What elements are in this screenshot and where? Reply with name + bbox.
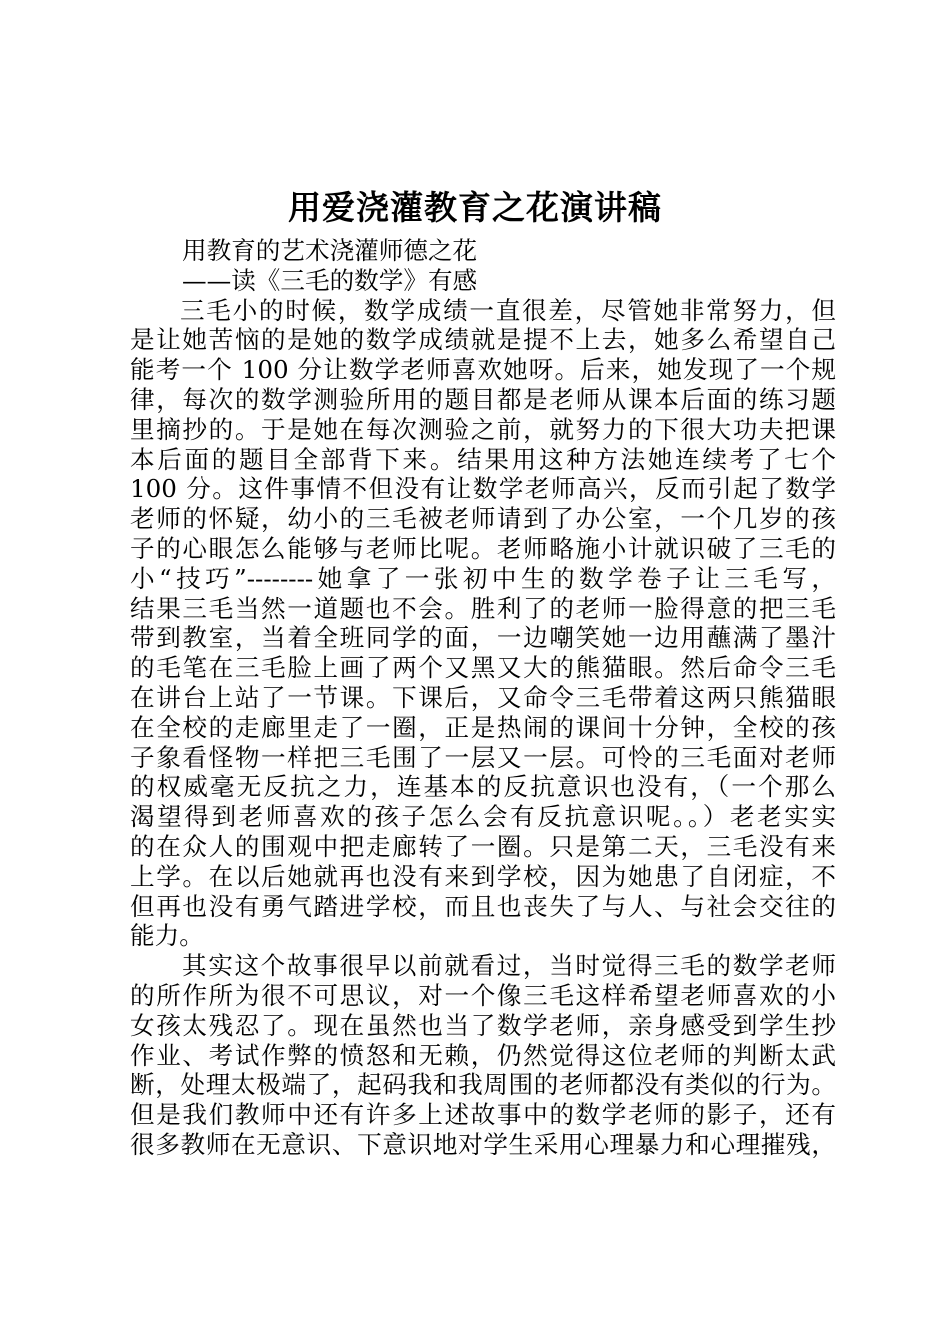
text-line: 作业、考试作弊的愤怒和无赖，仍然觉得这位老师的判断太武 <box>130 1040 836 1070</box>
text-line: 但是我们教师中还有许多上述故事中的数学老师的影子，还有 <box>130 1100 836 1130</box>
text-line: 律，每次的数学测验所用的题目都是老师从课本后面的练习题 <box>130 384 836 414</box>
text-line: 三毛小的时候，数学成绩一直很差，尽管她非常努力，但 <box>180 295 836 325</box>
text-line: 在讲台上站了一节课。下课后，又命令三毛带着这两只熊猫眼 <box>130 682 836 712</box>
text-line: 结果三毛当然一道题也不会。胜利了的老师一脸得意的把三毛 <box>130 593 836 623</box>
text-line: 老师的怀疑，幼小的三毛被老师请到了办公室，一个几岁的孩 <box>130 504 836 534</box>
text-line: 本后面的题目全部背下来。结果用这种方法她连续考了七个 <box>130 444 836 474</box>
text-line: 的所作所为很不可思议，对一个像三毛这样希望老师喜欢的小 <box>130 980 836 1010</box>
text-line: 子的心眼怎么能够与老师比呢。老师略施小计就识破了三毛的 <box>130 533 836 563</box>
text-line: 子象看怪物一样把三毛围了一层又一层。可怜的三毛面对老师 <box>130 742 836 772</box>
text-line: 很多教师在无意识、下意识地对学生采用心理暴力和心理摧残， <box>130 1129 836 1159</box>
text-line: 断，处理太极端了，起码我和我周围的老师都没有类似的行为。 <box>130 1070 836 1100</box>
text-line: 用教育的艺术浇灌师德之花 <box>182 236 478 265</box>
text-line: 是让她苦恼的是她的数学成绩就是提不上去，她多么希望自己 <box>130 325 836 355</box>
text-line: 能力。 <box>130 921 204 951</box>
text-line: 小“技巧”--------她拿了一张初中生的数学卷子让三毛写， <box>130 563 836 593</box>
text-line: 上学。在以后她就再也没有来到学校，因为她患了自闭症，不 <box>130 861 836 891</box>
text-line: 其实这个故事很早以前就看过，当时觉得三毛的数学老师 <box>182 951 836 981</box>
text-line: 在全校的走廊里走了一圈，正是热闹的课间十分钟，全校的孩 <box>130 712 836 742</box>
text-line: 的毛笔在三毛脸上画了两个又黑又大的熊猫眼。然后命令三毛 <box>130 653 836 683</box>
document-title: 用爱浇灌教育之花演讲稿 <box>288 188 662 227</box>
text-line: 100 分。这件事情不但没有让数学老师高兴，反而引起了数学 <box>130 474 836 504</box>
text-line: 渴望得到老师喜欢的孩子怎么会有反抗意识呢。。）老老实实 <box>130 802 836 832</box>
text-line: 能考一个 100 分让数学老师喜欢她呀。后来，她发现了一个规 <box>130 355 836 385</box>
text-line: 女孩太残忍了。现在虽然也当了数学老师，亲身感受到学生抄 <box>130 1010 836 1040</box>
text-line: 的权威毫无反抗之力，连基本的反抗意识也没有，（一个那么 <box>130 772 836 802</box>
text-line: 里摘抄的。于是她在每次测验之前，就努力的下很大功夫把课 <box>130 414 836 444</box>
document-body <box>130 236 836 1160</box>
text-line: 带到教室，当着全班同学的面，一边嘲笑她一边用蘸满了墨汁 <box>130 623 836 653</box>
text-line: ——读《三毛的数学》有感 <box>182 265 478 295</box>
text-line: 的在众人的围观中把走廊转了一圈。只是第二天，三毛没有来 <box>130 831 836 861</box>
text-line: 但再也没有勇气踏进学校，而且也丧失了与人、与社会交往的 <box>130 891 836 921</box>
